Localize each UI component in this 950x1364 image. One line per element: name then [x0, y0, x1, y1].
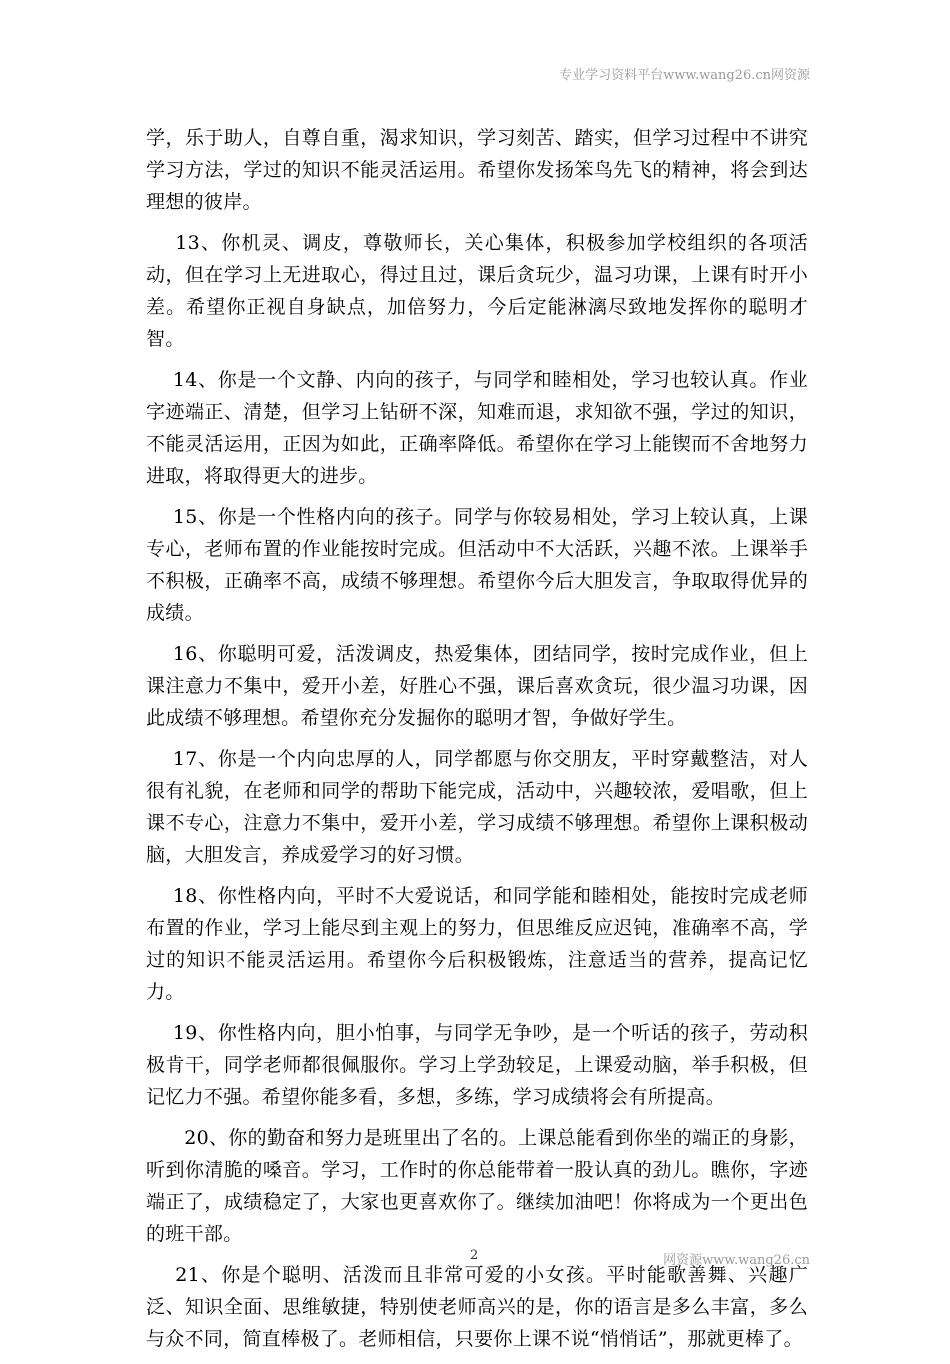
- page-header-watermark: 专业学习资料平台www.wang26.cn网资源: [559, 68, 810, 83]
- paragraph-18: 18、你性格内向，平时不大爱说话，和同学能和睦相处，能按时完成老师布置的作业，学习上能尽到主观上的努力，但思维反应迟钝，准确率不高，学过的知识不能灵活运用。希望你今后积极锻炼，注意适当的营养，提高记忆力。: [146, 885, 808, 1003]
- paragraph-17: 17、你是一个内向忠厚的人，同学都愿与你交朋友，平时穿戴整洁，对人很有礼貌，在老师和同学的帮助下能完成，活动中，兴趣较浓，爱唱歌，但上课不专心，注意力不集中，爱开小差，学习成绩不够理想。希望你上课积极动脑，大胆发言，养成爱学习的好习惯。: [146, 748, 808, 866]
- paragraph-15: 15、你是一个性格内向的孩子。同学与你较易相处，学习上较认真，上课专心，老师布置的作业能按时完成。但活动中不大活跃，兴趣不浓。上课举手不积极，正确率不高，成绩不够理想。希望你今后大胆发言，争取取得优异的成绩。: [146, 506, 808, 624]
- footer-site-watermark: 网资源www.wang26.cn: [663, 1253, 810, 1268]
- page-number: 2: [470, 1248, 479, 1263]
- paragraph-20: 20、你的勤奋和努力是班里出了名的。上课总能看到你坐的端正的身影，听到你清脆的嗓音。学习，工作时的你总能带着一股认真的劲儿。瞧你，字迹端正了，成绩稳定了，大家也更喜欢你了。继续加油吧！你将成为一个更出色的班干部。: [146, 1127, 808, 1245]
- paragraph-21: 21、你是个聪明、活泼而且非常可爱的小女孩。平时能歌善舞、兴趣广泛、知识全面、思维敏捷，特别使老师高兴的是，你的语言是多么丰富，多么与众不同，简直棒极了。老师相信，只要你上课不说“悄悄话”，那就更棒了。: [146, 1264, 809, 1350]
- paragraph-14: 14、你是一个文静、内向的孩子，与同学和睦相处，学习也较认真。作业字迹端正、清楚，但学习上钻研不深，知难而退，求知欲不强，学过的知识，不能灵活运用，正因为如此，正确率降低。希望你在学习上能锲而不舍地努力进取，将取得更大的进步。: [146, 369, 808, 487]
- paragraph-13: 13、你机灵、调皮，尊敬师长，关心集体，积极参加学校组织的各项活动，但在学习上无进取心，得过且过，课后贪玩少，温习功课，上课有时开小差。希望你正视自身缺点，加倍努力，今后定能淋漓尽致地发挥你的聪明才智。: [146, 232, 809, 350]
- document-body: [146, 122, 808, 1364]
- paragraph-19: 19、你性格内向，胆小怕事，与同学无争吵，是一个听话的孩子，劳动积极肯干，同学老师都很佩服你。学习上学劲较足，上课爱动脑，举手积极，但记忆力不强。希望你能多看，多想，多练，学习成绩将会有所提高。: [146, 1022, 808, 1108]
- paragraph-continuation: 学，乐于助人，自尊自重，渴求知识，学习刻苦、踏实，但学习过程中不讲究学习方法，学过的知识不能灵活运用。希望你发扬笨鸟先飞的精神，将会到达理想的彼岸。: [146, 127, 808, 213]
- paragraph-16: 16、你聪明可爱，活泼调皮，热爱集体，团结同学，按时完成作业，但上课注意力不集中，爱开小差，好胜心不强，课后喜欢贪玩，很少温习功课，因此成绩不够理想。希望你充分发掘你的聪明才智，争做好学生。: [146, 643, 808, 729]
